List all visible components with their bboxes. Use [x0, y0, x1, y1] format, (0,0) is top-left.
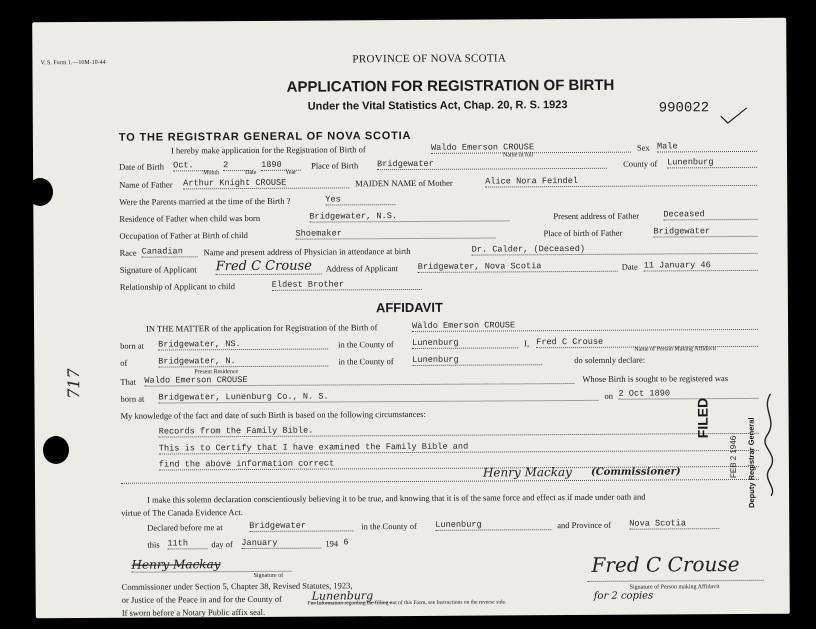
affidavit-intro: IN THE MATTER of the application for Registration of the Birth of: [146, 322, 378, 334]
applicant-address: Bridgewater, Nova Scotia: [418, 261, 618, 273]
dob-month: Oct.: [173, 160, 213, 171]
filed-date: FEB 2 1946: [728, 435, 738, 479]
born-on-value: 2 Oct 1890: [618, 388, 758, 400]
occupation-label: Occupation of Father at Birth of child: [119, 229, 248, 241]
declared-label: Declared before me at: [147, 522, 223, 533]
county-value-2: Lunenburg: [412, 337, 518, 349]
father-present-address: Deceased: [663, 209, 757, 221]
day-caption: Date: [245, 169, 257, 177]
margin-note: 717: [64, 368, 84, 399]
father-name: Arthur Knight CROUSE: [183, 177, 349, 189]
affiant-signature-line: [588, 580, 764, 582]
signature-label: Signature of Applicant: [119, 264, 197, 275]
that-name: Waldo Emerson CROUSE: [144, 373, 574, 387]
province-label: and Province of: [557, 519, 612, 531]
affiant-caption: Name of Person Making Affidavit: [634, 346, 717, 353]
county-label-3: in the County of: [338, 356, 394, 367]
declared-day: 11th: [167, 538, 207, 549]
dob-year: 1890: [261, 160, 301, 171]
dob-label: Date of Birth: [119, 161, 164, 172]
form-subtitle: Under the Vital Statistics Act, Chap. 20, R. S. 1923: [307, 99, 568, 113]
sex-value: Male: [657, 141, 757, 153]
knowledge-text: My knowledge of the fact and date of such Birth is based on the following circumstances:: [120, 408, 426, 421]
affidavit-title: AFFIDAVIT: [375, 299, 443, 316]
circumstance-line-4: [121, 479, 759, 484]
sought-text: Whose Birth is sought to be registered was: [582, 373, 729, 384]
of-place: Bridgewater, N.: [158, 356, 328, 368]
present-address-label: Present address of Father: [553, 210, 640, 222]
father-label: Name of Father: [119, 179, 173, 190]
county-label: County of: [623, 158, 658, 169]
application-date: 11 January 46: [644, 260, 758, 272]
married-label: Were the Parents married at the time of the Birth ?: [119, 195, 291, 207]
circumstance-line-1: Records from the Family Bible.: [159, 423, 759, 438]
birth-county: Lunenburg: [667, 157, 757, 169]
county-label-4: in the County of: [361, 520, 417, 532]
dob-day: 2: [223, 160, 253, 171]
affidavit-child-name: Waldo Emerson CROUSE: [412, 319, 758, 332]
mother-name: Alice Nora Feindel: [485, 175, 757, 188]
declare-text: do solemnly declare:: [574, 354, 646, 366]
check-mark-icon: [719, 106, 749, 126]
commissioner-title: (Commissioner): [590, 466, 681, 478]
date-label: Date: [621, 261, 638, 272]
race-label: Race: [119, 247, 137, 258]
deputy-registrar-stamp: Deputy Registrar General: [746, 417, 757, 508]
solemn-text-2: virtue of The Canada Evidence Act.: [121, 507, 243, 518]
solemn-text-1: I make this solemn declaration conscientiously believing it to be true, and knowing that it is of the same force and effect as if made under oath and: [147, 491, 646, 505]
year-suffix: 6: [343, 537, 349, 548]
filed-stamp: [694, 338, 713, 438]
copies-note: for 2 copies: [593, 590, 654, 602]
filed-stamp-text: FILED: [694, 397, 711, 439]
mother-label: MAIDEN NAME of Mother: [355, 177, 453, 189]
on-label: on: [604, 390, 614, 401]
commissioner-county: Lunenburg: [312, 589, 392, 603]
this-label: this: [147, 539, 160, 550]
addressee: TO THE REGISTRAR GENERAL OF NOVA SCOTIA: [118, 129, 412, 144]
present-residence-caption: Present Residence: [194, 369, 239, 376]
physician-label: Name and present address of Physician in attendance at birth: [203, 246, 411, 258]
i-label: I,: [524, 338, 530, 349]
father-residence: Bridgewater, N.S.: [309, 210, 509, 222]
applicant-address-label: Address of Applicant: [325, 263, 398, 274]
province-value: Nova Scotia: [629, 518, 719, 530]
relationship-value: Eldest Brother: [272, 279, 422, 291]
father-birthplace-label: Place of birth of Father: [543, 227, 623, 239]
commissioner-text-2: or Justice of the Peace in and for the County of: [121, 593, 282, 605]
punch-hole-top: [27, 178, 53, 206]
punch-hole-bottom: [43, 436, 69, 464]
declared-month: January: [241, 538, 321, 549]
form-id: V. S. Form 1.—10M-10-44: [40, 59, 106, 67]
form-title: APPLICATION FOR REGISTRATION OF BIRTH: [286, 76, 615, 96]
affiant-signature-caption: Signature of Person making Affidavit: [629, 584, 720, 591]
signature-of-caption: Signature of: [253, 572, 284, 579]
commissioner-signature-inline: Henry Mackay: [482, 465, 572, 480]
name-in-full-caption: Name in full: [502, 152, 534, 159]
county-value-4: Lunenburg: [435, 519, 551, 531]
applicant-signature: Fred C Crouse: [216, 259, 322, 276]
day-of-label: day of: [211, 539, 233, 550]
birth-place: Bridgewater: [377, 158, 607, 170]
born-at-value-2: Bridgewater, Lunenburg Co., N. S.: [158, 390, 598, 404]
commissioner-text-1: Commissioner under Section 5, Chapter 38, Revised Statutes, 1923,: [121, 580, 353, 592]
child-name: Waldo Emerson CROUSE: [431, 142, 631, 154]
sex-label: Sex: [636, 142, 650, 153]
province-heading: PROVINCE OF NOVA SCOTIA: [352, 52, 507, 66]
footer-note: For Information regarding the filling out of this Form, see Instructions on the reverse side.: [307, 599, 507, 607]
circumstance-line-2: This is to Certify that I have examined the Family Bible and: [159, 440, 759, 455]
that-label: That: [120, 376, 136, 387]
father-birthplace: Bridgewater: [653, 226, 757, 238]
born-at-value: Bridgewater, NS.: [158, 339, 328, 351]
birth-registration-form: [32, 18, 790, 619]
relationship-label: Relationship of Applicant to child: [119, 281, 236, 292]
registration-number: 990022: [658, 100, 710, 117]
application-intro: I hereby make application for the Registration of Birth of: [170, 144, 366, 156]
county-label-2: in the County of: [338, 339, 394, 350]
year-caption: Year: [285, 169, 297, 176]
born-at-label: born at: [120, 340, 145, 351]
stamp-signature-icon: [758, 390, 783, 500]
county-value-3: Lunenburg: [412, 354, 542, 366]
month-caption: Month: [203, 170, 220, 177]
place-label: Place of Birth: [311, 160, 359, 171]
physician-value: Dr. Calder, (Deceased): [472, 243, 758, 256]
father-occupation: Shoemaker: [295, 227, 495, 239]
born-at-label-2: born at: [120, 393, 145, 404]
race-value: Canadian: [142, 246, 198, 257]
affiant-signature: Fred C Crouse: [591, 551, 740, 577]
declared-at: Bridgewater: [249, 520, 353, 532]
notary-text: If sworn before a Notary Public affix seal.: [121, 606, 266, 618]
residence-label: Residence of Father when child was born: [119, 212, 261, 224]
commissioner-signature: Henry Mackay: [131, 557, 291, 573]
year-prefix: 194: [325, 538, 339, 549]
of-label: of: [120, 357, 128, 368]
circumstance-line-3: find the above information correct: [159, 456, 759, 471]
married-value: Yes: [325, 194, 395, 205]
affiant-name: Fred C Crouse: [536, 336, 758, 348]
